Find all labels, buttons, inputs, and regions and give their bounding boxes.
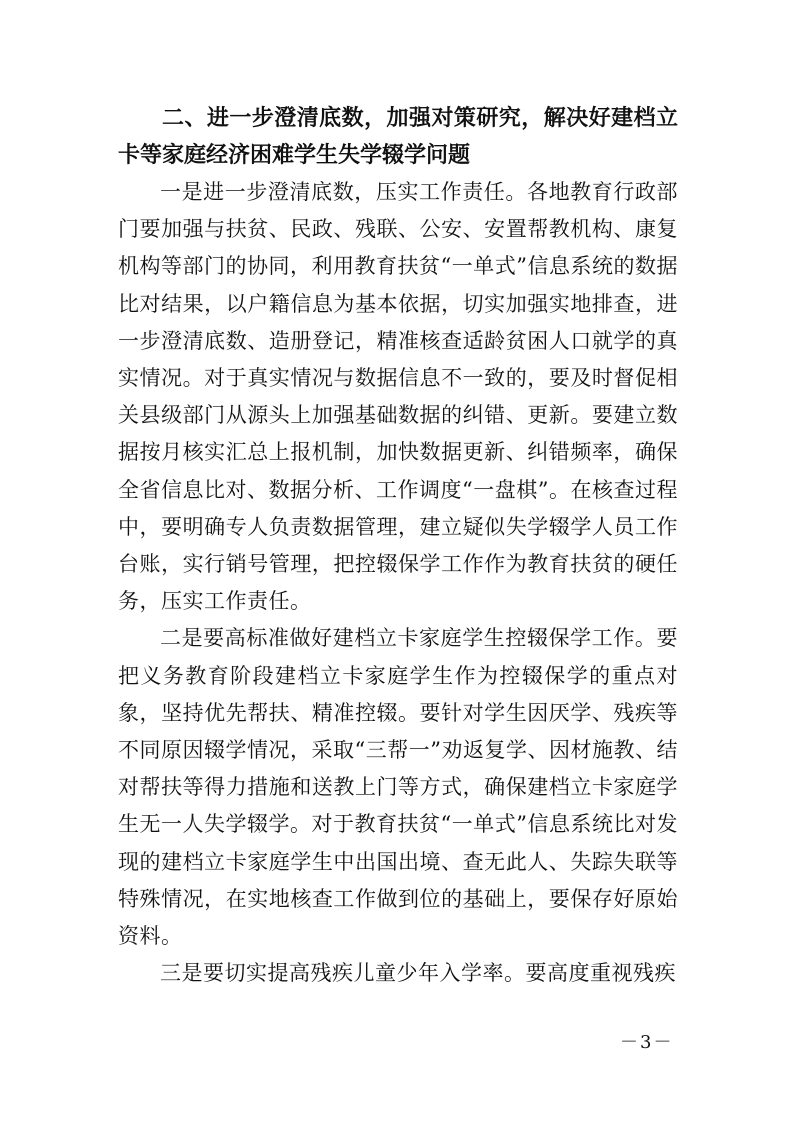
paragraph-1: 一是进一步澄清底数，压实工作责任。各地教育行政部门要加强与扶贫、民政、残联、公安、安置帮教机构、康复机构等部门的协同，利用教育扶贫“一单式”信息系统的数据比对结果，以户籍信息为基本依据，切实加强实地排查，进一步澄清底数、造册登记，精准核查适龄贫困人口就学的真实情况。对于真实情况与数据信息不一致的，要及时督促相关县级部门从源头上加强基础数据的纠错、更新。要建立数据按月核实汇总上报机制，加快数据更新、纠错频率，确保全省信息比对、数据分析、工作调度“一盘棋”。在核查过程中，要明确专人负责数据管理，建立疑似失学辍学人员工作台账，实行销号管理，把控辍保学工作作为教育扶贫的硬任务，压实工作责任。	[118, 180, 678, 614]
paragraph-2: 二是要高标准做好建档立卡家庭学生控辍保学工作。要把义务教育阶段建档立卡家庭学生作为控辍保学的重点对象，坚持优先帮扶、精准控辍。要针对学生因厌学、残疾等不同原因辍学情况，采取“三帮一”劝返复学、因材施教、结对帮扶等得力措施和送教上门等方式，确保建档立卡家庭学生无一人失学辍学。对于教育扶贫“一单式”信息系统比对发现的建档立卡家庭学生中出国出境、查无此人、失踪失联等特殊情况，在实地核查工作做到位的基础上，要保存好原始资料。	[118, 626, 678, 949]
paragraph-3: 三是要切实提高残疾儿童少年入学率。要高度重视残疾	[160, 961, 676, 986]
page-body	[118, 100, 678, 992]
section-heading: 二、进一步澄清底数，加强对策研究，解决好建档立卡等家庭经济困难学生失学辍学问题	[118, 106, 678, 168]
page-number: －3－	[620, 1032, 674, 1053]
